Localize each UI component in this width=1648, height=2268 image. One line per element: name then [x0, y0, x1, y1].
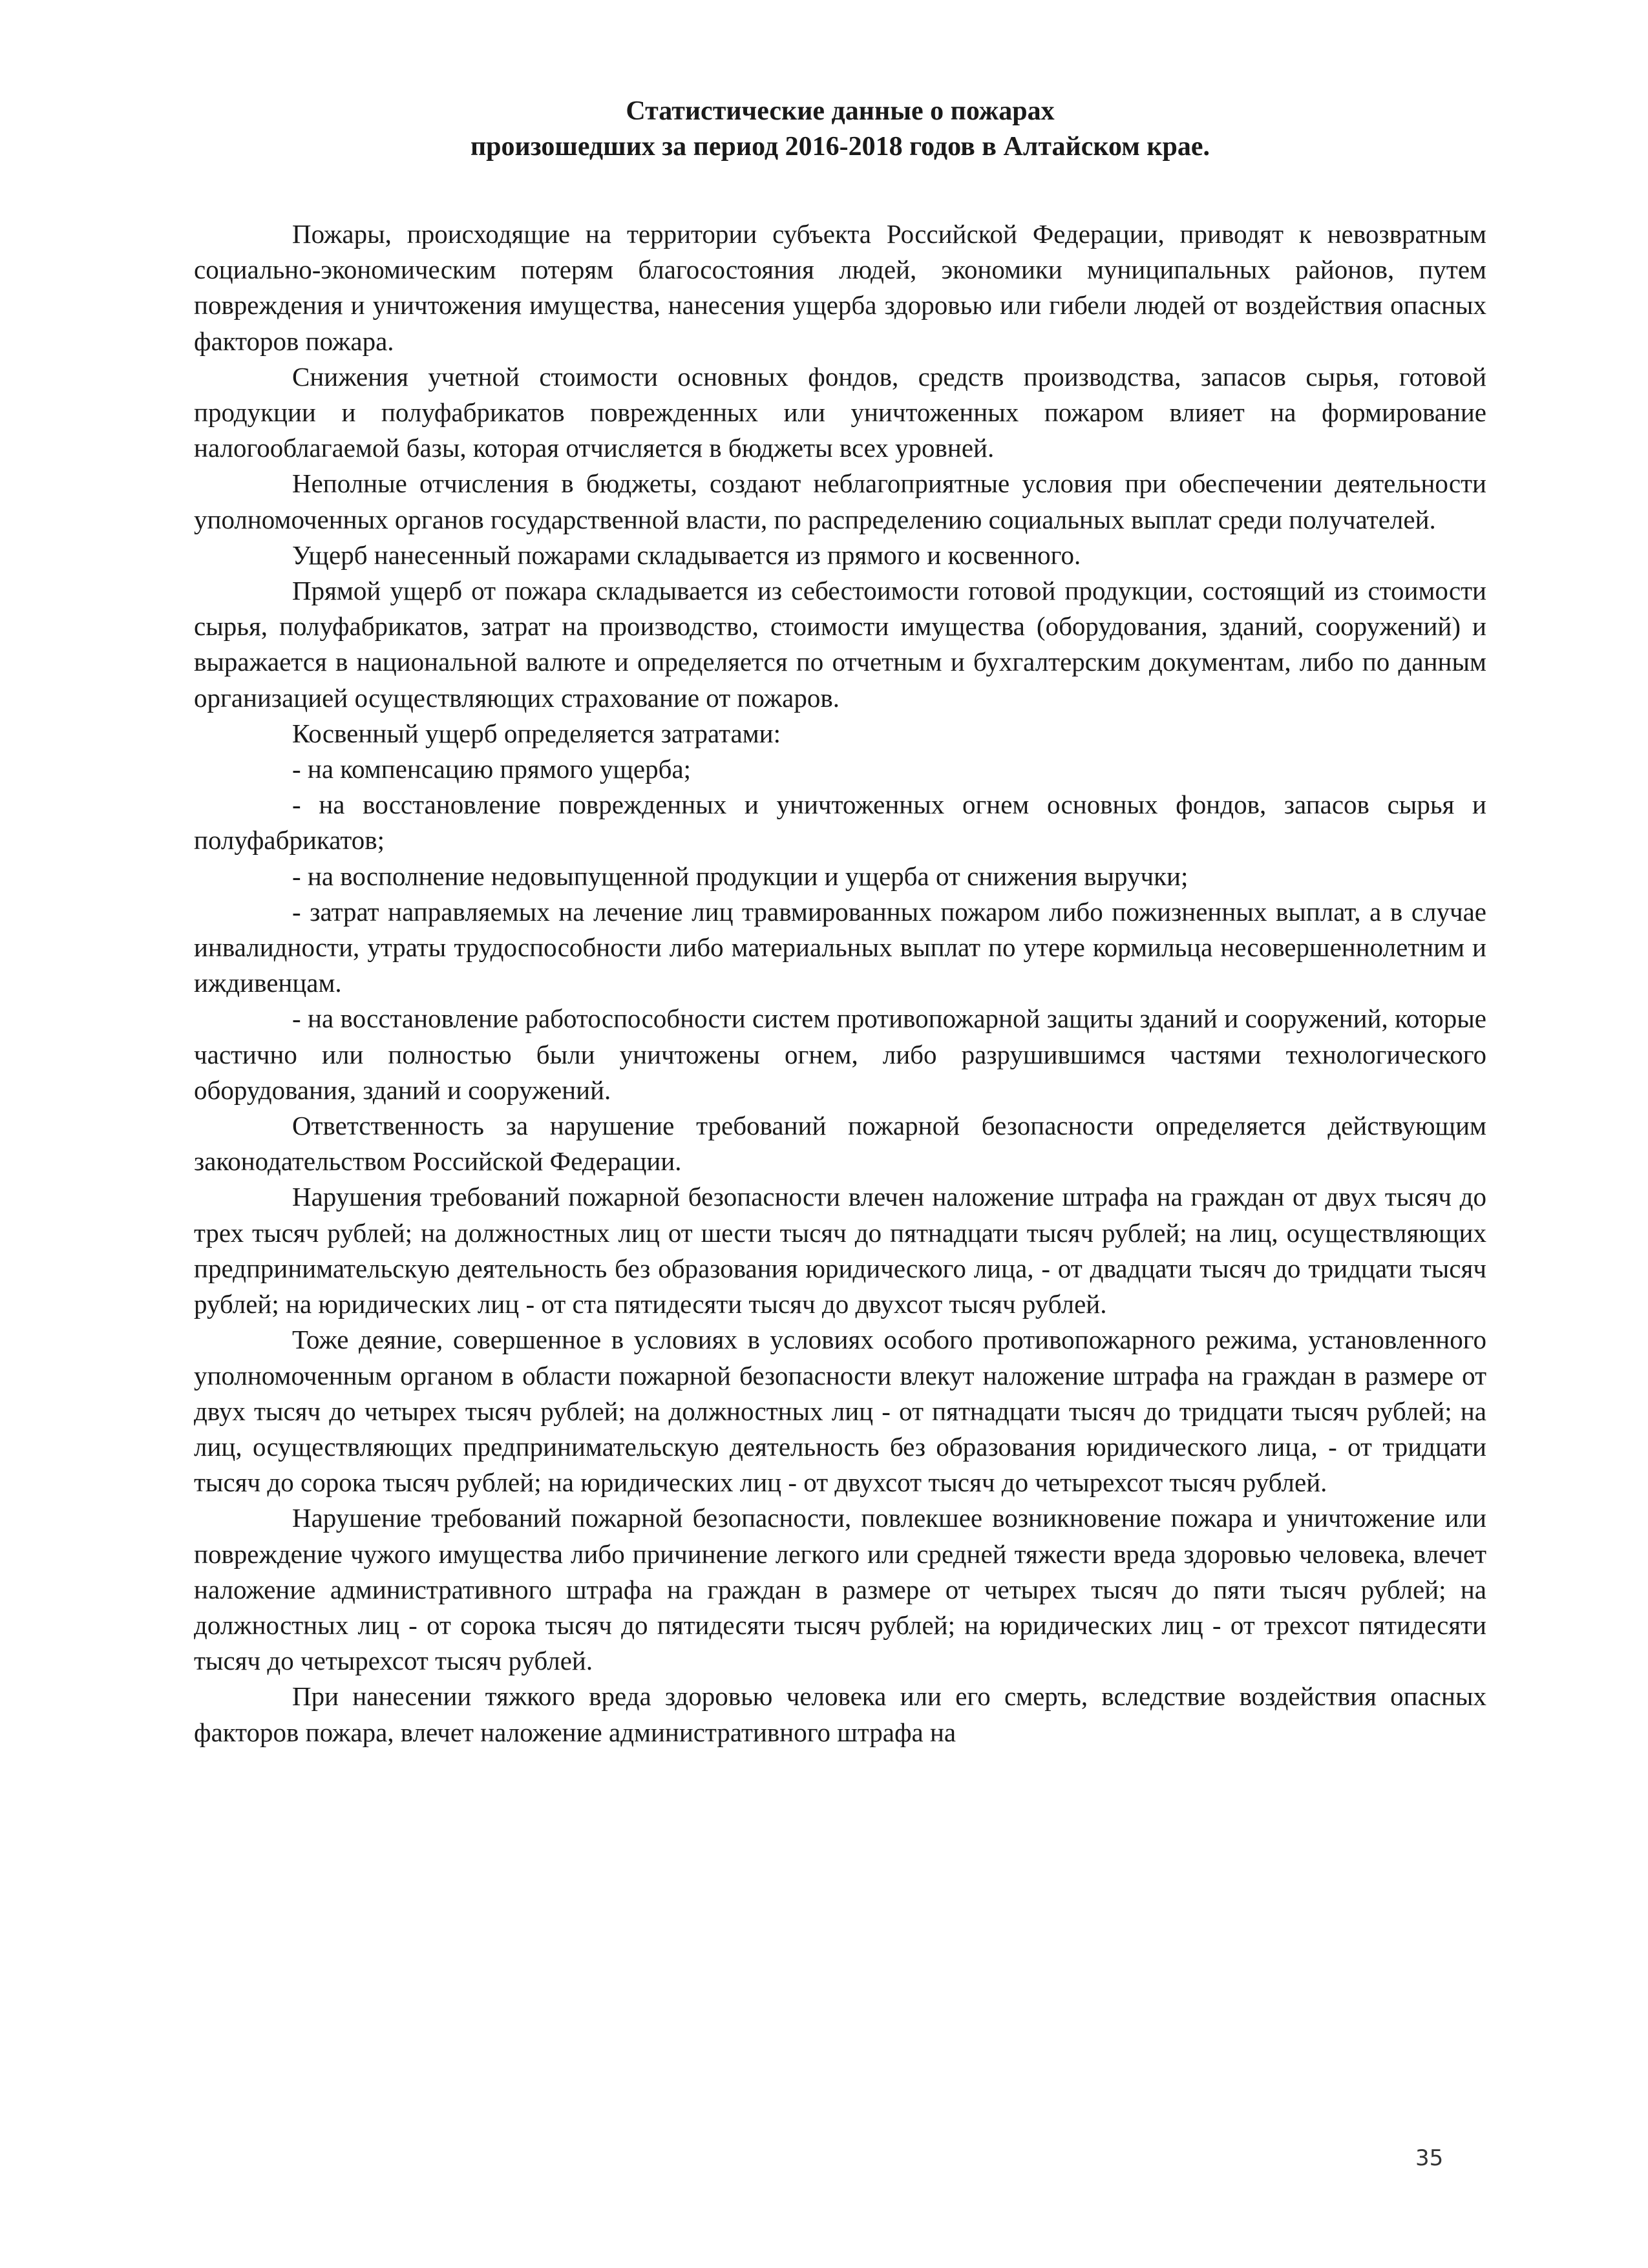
paragraph-damage-types: Ущерб нанесенный пожарами складывается из прямого и косвенного. — [292, 540, 1081, 570]
document-title — [194, 94, 1486, 165]
document-page — [194, 94, 1486, 1750]
list-item-compensation: - на компенсацию прямого ущерба; — [292, 754, 692, 784]
paragraph-indirect-damage: Косвенный ущерб определяется затратами: — [292, 718, 781, 748]
paragraph-responsibility: Ответственность за нарушение требований пожарной безопасности определяется действующим законодательством Российской Федерации. — [194, 1111, 1486, 1177]
list-item-treatment: - затрат направляемых на лечение лиц травмированных пожаром либо пожизненных выплат, а в случае инвалидности, утраты трудоспособности либо материальных выплат по утере кормильца несовершеннолетним и иждивенцам. — [194, 896, 1486, 998]
list-item-production-loss: - на восполнение недовыпущенной продукции и ущерба от снижения выручки; — [292, 861, 1188, 891]
paragraph-fines: Нарушения требований пожарной безопасности влечен наложение штрафа на граждан от двух тысяч до трех тысяч рублей; на должностных лиц от шести тысяч до пятнадцати тысяч рублей; на лиц, осуществляющих предпринимательскую деятельность без образования юридического лица, - от двадцати тысяч до тридцати тысяч рублей; на юридических лиц - от ста пятидесяти тысяч до двухсот тысяч рублей. — [194, 1182, 1486, 1319]
paragraph-budget: Неполные отчисления в бюджеты, создают неблагоприятные условия при обеспечении деятельности уполномоченных органов государственной власти, по распределению социальных выплат среди получателей. — [194, 468, 1486, 534]
document-body — [194, 216, 1486, 1750]
list-item-restoration: - на восстановление поврежденных и уничтоженных огнем основных фондов, запасов сырья и полуфабрикатов; — [194, 790, 1486, 856]
title-line-2: произошедших за период 2016-2018 годов в Алтайском крае. — [470, 132, 1210, 162]
page-number: 35 — [1415, 2145, 1444, 2171]
paragraph-intro: Пожары, происходящие на территории субъекта Российской Федерации, приводят к невозвратным социально-экономическим потерям благосостояния людей, экономики муниципальных районов, путем повреждения и уничтожения имущества, нанесения ущерба здоровью или гибели людей от воздействия опасных факторов пожара. — [194, 219, 1486, 356]
paragraph-special-regime: Тоже деяние, совершенное в условиях в условиях особого противопожарного режима, установленного уполномоченным органом в области пожарной безопасности влекут наложение штрафа на граждан в размере от двух тысяч до четырех тысяч рублей; на должностных лиц - от пятнадцати тысяч до тридцати тысяч рублей; на лиц, осуществляющих предпринимательскую деятельность без образования юридического лица, - от тридцати тысяч до сорока тысяч рублей; на юридических лиц - от двухсот тысяч до четырехсот тысяч рублей. — [194, 1325, 1486, 1498]
paragraph-fire-consequences: Нарушение требований пожарной безопасности, повлекшее возникновение пожара и уничтожение или повреждение чужого имущества либо причинение легкого или средней тяжести вреда здоровью человека, влечет наложение административного штрафа на граждан в размере от четырех тысяч до пяти тысяч рублей; на должностных лиц - от сорока тысяч до пятидесяти тысяч рублей; на юридических лиц - от трехсот пятидесяти тысяч до четырехсот тысяч рублей. — [194, 1503, 1486, 1676]
title-line-1: Статистические данные о пожарах — [626, 96, 1055, 126]
list-item-fire-protection: - на восстановление работоспособности систем противопожарной защиты зданий и сооружений, которые частично или полностью были уничтожены огнем, либо разрушившимся частями технологического оборудования, зданий и сооружений. — [194, 1003, 1486, 1105]
paragraph-grave-harm: При нанесении тяжкого вреда здоровью человека или его смерть, вследствие воздействия опасных факторов пожара, влечет наложение административного штрафа на — [194, 1681, 1486, 1747]
paragraph-direct-damage: Прямой ущерб от пожара складывается из себестоимости готовой продукции, состоящий из стоимости сырья, полуфабрикатов, затрат на производство, стоимости имущества (оборудования, зданий, сооружений) и выражается в национальной валюте и определяется по отчетным и бухгалтерским документам, либо по данным организацией осуществляющих страхование от пожаров. — [194, 576, 1486, 713]
paragraph-asset-loss: Снижения учетной стоимости основных фондов, средств производства, запасов сырья, готовой продукции и полуфабрикатов поврежденных или уничтоженных пожаром влияет на формирование налогооблагаемой базы, которая отчисляется в бюджеты всех уровней. — [194, 361, 1486, 463]
